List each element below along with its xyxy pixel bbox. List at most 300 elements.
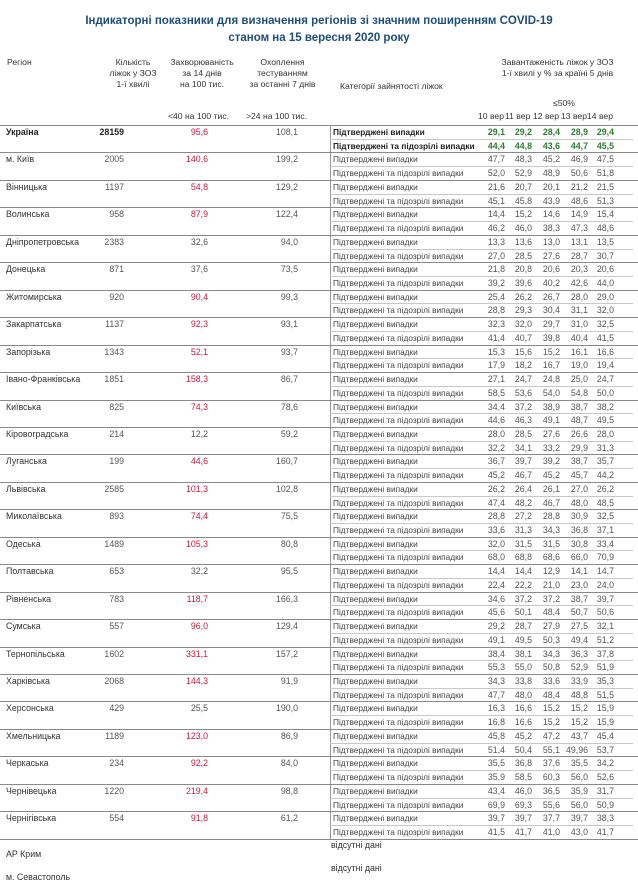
occupancy-confirmed: 28,4: [542, 127, 560, 137]
subrow-separator: [330, 166, 633, 167]
occupancy-confirmed: 37,2: [514, 401, 532, 412]
category-confirmed: Підтверджені випадки: [333, 538, 418, 549]
occupancy-confirmed: 34,4: [487, 401, 505, 412]
date-header: 12 вер: [533, 111, 559, 121]
occupancy-confirmed: 38,1: [514, 648, 532, 659]
subrow-separator: [330, 523, 633, 524]
occupancy-confirmed: 34,6: [487, 593, 505, 604]
subrow-separator: [330, 688, 633, 689]
beds-value: 2585: [104, 483, 124, 494]
occupancy-confirmed: 12,9: [542, 566, 560, 577]
header-category: Категорії зайнятості ліжок: [340, 81, 443, 91]
occupancy-suspected: 46,3: [514, 415, 532, 426]
category-confirmed: Підтверджені випадки: [333, 703, 418, 714]
occupancy-confirmed: 32,1: [596, 621, 614, 632]
occupancy-suspected: 40,2: [542, 277, 560, 288]
occupancy-suspected: 52,6: [596, 772, 614, 783]
occupancy-confirmed: 46,0: [514, 785, 532, 796]
occupancy-confirmed: 29,4: [596, 127, 614, 137]
occupancy-suspected: 68,6: [542, 552, 560, 563]
occupancy-confirmed: 31,0: [570, 319, 588, 330]
occupancy-confirmed: 34,3: [542, 648, 560, 659]
category-confirmed: Підтверджені випадки: [333, 319, 418, 330]
category-suspected: Підтверджені та підозрілі випадки: [333, 689, 464, 700]
occupancy-suspected: 56,0: [570, 772, 588, 783]
category-confirmed: Підтверджені випадки: [333, 346, 418, 357]
occupancy-confirmed: 37,2: [542, 593, 560, 604]
incidence-value: 32,2: [190, 566, 208, 577]
occupancy-suspected: 43,0: [570, 826, 588, 837]
category-confirmed: Підтверджені випадки: [333, 428, 418, 439]
occupancy-confirmed: 15,2: [542, 703, 560, 714]
occupancy-suspected: 22,2: [514, 579, 532, 590]
row-separator: [0, 125, 638, 126]
beds-value: 429: [109, 703, 124, 714]
testing-value: 122,4: [275, 209, 298, 220]
row-separator: [0, 509, 638, 510]
category-suspected: Підтверджені та підозрілі випадки: [333, 360, 464, 371]
occupancy-confirmed: 15,3: [487, 346, 505, 357]
occupancy-confirmed: 47,2: [542, 730, 560, 741]
beds-value: 1602: [104, 648, 124, 659]
occupancy-suspected: 69,9: [487, 799, 505, 810]
occupancy-suspected: 45,2: [487, 470, 505, 481]
region-name: Херсонська: [6, 703, 54, 714]
incidence-value: 74,4: [190, 511, 208, 522]
testing-value: 199,2: [275, 154, 298, 165]
occupancy-suspected: 66,0: [570, 552, 588, 563]
occupancy-confirmed: 38,2: [596, 401, 614, 412]
date-header: 11 вер: [505, 111, 531, 121]
occupancy-confirmed: 21,8: [487, 264, 505, 275]
occupancy-confirmed: 29,2: [514, 127, 532, 137]
beds-value: 1137: [105, 319, 124, 330]
occupancy-confirmed: 21,6: [487, 181, 505, 192]
occupancy-suspected: 52,9: [570, 662, 588, 673]
page-subtitle: станом на 15 вересня 2020 року: [228, 32, 410, 44]
category-suspected: Підтверджені та підозрілі випадки: [333, 662, 464, 673]
row-separator: [0, 400, 638, 401]
occupancy-suspected: 55,3: [487, 662, 505, 673]
beds-value: 2068: [104, 676, 124, 686]
row-separator: [0, 372, 638, 373]
occupancy-confirmed: 24,7: [596, 374, 614, 385]
incidence-value: 87,9: [190, 209, 208, 220]
row-separator: [0, 207, 638, 208]
incidence-value: 219,4: [185, 785, 208, 796]
occupancy-confirmed: 45,4: [596, 730, 614, 741]
occupancy-suspected: 19,0: [570, 360, 588, 371]
region-name: Хмельницька: [6, 730, 61, 741]
region-name: Івано-Франківська: [6, 374, 81, 385]
category-confirmed: Підтверджені випадки: [333, 154, 418, 165]
occupancy-confirmed: 32,0: [514, 319, 532, 330]
category-suspected: Підтверджені та підозрілі випадки: [333, 772, 464, 783]
occupancy-suspected: 53,6: [514, 387, 532, 398]
beds-value: 557: [109, 621, 124, 632]
occupancy-suspected: 33,6: [487, 525, 505, 536]
region-name: Тернопільська: [6, 648, 65, 659]
occupancy-suspected: 55,6: [542, 799, 560, 810]
occupancy-suspected: 17,9: [487, 360, 505, 371]
occupancy-suspected: 54,8: [570, 387, 588, 398]
occupancy-suspected: 45,5: [596, 140, 614, 151]
occupancy-confirmed: 38,3: [596, 813, 614, 824]
occupancy-confirmed: 20,8: [514, 264, 532, 275]
category-confirmed: Підтверджені випадки: [333, 730, 418, 741]
row-separator: [0, 427, 638, 428]
occupancy-suspected: 15,2: [570, 717, 588, 728]
occupancy-suspected: 48,8: [570, 689, 588, 700]
occupancy-suspected: 48,2: [514, 497, 532, 508]
occupancy-confirmed: 13,3: [487, 236, 505, 247]
category-suspected: Підтверджені та підозрілі випадки: [333, 717, 464, 728]
occupancy-confirmed: 21,5: [596, 181, 614, 192]
occupancy-confirmed: 47,7: [487, 154, 505, 165]
beds-value: 1220: [104, 785, 124, 796]
subrow-separator: [330, 496, 633, 497]
category-confirmed: Підтверджені випадки: [333, 209, 418, 220]
occupancy-confirmed: 28,0: [487, 428, 505, 439]
row-separator: [0, 235, 638, 236]
incidence-value: 101,3: [185, 483, 208, 494]
occupancy-suspected: 31,3: [514, 525, 532, 536]
beds-value: 2005: [104, 154, 124, 165]
occupancy-confirmed: 43,7: [570, 730, 588, 741]
occupancy-confirmed: 32,0: [487, 538, 505, 549]
row-separator: [0, 564, 638, 565]
beds-value: 2383: [104, 236, 124, 247]
category-suspected: Підтверджені та підозрілі випадки: [333, 140, 475, 151]
occupancy-suspected: 70,9: [596, 552, 614, 563]
category-confirmed: Підтверджені випадки: [333, 264, 418, 275]
category-confirmed: Підтверджені випадки: [333, 181, 418, 192]
row-separator: [0, 345, 638, 346]
occupancy-confirmed: 27,0: [570, 483, 588, 494]
region-name: м. Севастополь: [6, 872, 71, 882]
testing-value: 59,2: [280, 428, 298, 439]
occupancy-confirmed: 20,6: [596, 264, 614, 275]
testing-value: 78,6: [280, 401, 298, 412]
subrow-separator: [330, 139, 633, 140]
occupancy-confirmed: 37,6: [542, 758, 560, 769]
testing-value: 129,2: [275, 181, 298, 192]
category-suspected: Підтверджені та підозрілі випадки: [333, 607, 464, 618]
occupancy-suspected: 50,4: [514, 744, 532, 755]
testing-value: 190,0: [275, 703, 298, 714]
occupancy-suspected: 68,0: [487, 552, 505, 563]
occupancy-confirmed: 33,9: [570, 676, 588, 686]
incidence-value: 118,7: [186, 593, 208, 604]
occupancy-suspected: 68,8: [514, 552, 532, 563]
category-confirmed: Підтверджені випадки: [333, 648, 418, 659]
occupancy-confirmed: 35,7: [596, 456, 614, 467]
region-name: Закарпатська: [6, 319, 62, 330]
occupancy-confirmed: 16,6: [596, 346, 614, 357]
region-name: Україна: [6, 127, 39, 137]
testing-value: 160,7: [275, 456, 298, 467]
header-testing: Охоплення тестуванням за останні 7 днів: [249, 57, 316, 89]
category-suspected: Підтверджені та підозрілі випадки: [333, 525, 464, 536]
region-name: Львівська: [6, 483, 46, 494]
subrow-separator: [330, 660, 633, 661]
occupancy-suspected: 24,0: [596, 579, 614, 590]
testing-value: 84,0: [280, 758, 298, 769]
occupancy-suspected: 48,0: [514, 689, 532, 700]
occupancy-confirmed: 32,5: [596, 511, 614, 522]
subrow-separator: [330, 605, 633, 606]
testing-value: 93,7: [280, 346, 298, 357]
region-name: Черкаська: [6, 758, 49, 769]
occupancy-confirmed: 38,4: [487, 648, 505, 659]
occupancy-suspected: 48,4: [542, 689, 560, 700]
occupancy-suspected: 45,2: [542, 470, 560, 481]
occupancy-suspected: 53,7: [596, 744, 614, 755]
testing-value: 80,8: [280, 538, 298, 549]
occupancy-confirmed: 13,5: [596, 236, 614, 247]
subrow-separator: [330, 386, 633, 387]
page-title: Індикаторні показники для визначення регіонів зі значним поширенням COVID-19: [85, 15, 553, 27]
row-separator: [0, 482, 638, 483]
occupancy-confirmed: 35,5: [570, 758, 588, 769]
occupancy-confirmed: 32,3: [487, 319, 505, 330]
occupancy-suspected: 46,7: [542, 497, 560, 508]
occupancy-suspected: 27,0: [487, 250, 505, 261]
occupancy-confirmed: 14,7: [596, 566, 614, 577]
category-suspected: Підтверджені та підозрілі випадки: [333, 470, 464, 481]
testing-value: 166,3: [275, 593, 298, 604]
occupancy-suspected: 52,0: [487, 168, 505, 179]
occupancy-suspected: 55,0: [514, 662, 532, 673]
occupancy-confirmed: 26,6: [570, 428, 588, 439]
occupancy-confirmed: 39,7: [487, 813, 505, 824]
incidence-value: 54,8: [190, 181, 208, 192]
occupancy-confirmed: 26,2: [487, 483, 505, 494]
category-confirmed: Підтверджені випадки: [333, 374, 418, 385]
occupancy-confirmed: 28,8: [542, 511, 560, 522]
occupancy-confirmed: 30,8: [570, 538, 588, 549]
occupancy-suspected: 40,7: [514, 332, 532, 343]
occupancy-confirmed: 36,5: [542, 785, 560, 796]
occupancy-confirmed: 31,5: [514, 538, 532, 549]
occupancy-confirmed: 14,1: [570, 566, 588, 577]
occupancy-confirmed: 34,3: [487, 676, 505, 686]
category-suspected: Підтверджені та підозрілі випадки: [333, 305, 464, 316]
region-name: Кіровоградська: [6, 428, 69, 439]
occupancy-suspected: 47,7: [487, 689, 505, 700]
occupancy-suspected: 28,7: [570, 250, 588, 261]
occupancy-suspected: 32,2: [487, 442, 505, 453]
occupancy-confirmed: 38,7: [570, 456, 588, 467]
category-confirmed: Підтверджені випадки: [333, 401, 418, 412]
occupancy-suspected: 29,9: [570, 442, 588, 453]
occupancy-confirmed: 16,3: [487, 703, 505, 714]
occupancy-suspected: 51,2: [596, 634, 614, 645]
region-name: АР Крим: [6, 849, 42, 859]
region-name: Рівненська: [6, 593, 52, 604]
occupancy-confirmed: 21,2: [570, 181, 588, 192]
occupancy-confirmed: 36,7: [487, 456, 505, 467]
testing-value: 108,1: [275, 127, 298, 137]
region-name: Чернігівська: [6, 813, 57, 824]
category-confirmed: Підтверджені випадки: [333, 127, 425, 137]
occupancy-suspected: 16,8: [487, 717, 505, 728]
occupancy-confirmed: 43,4: [487, 785, 505, 796]
occupancy-suspected: 34,1: [514, 442, 532, 453]
beds-value: 199: [109, 456, 124, 467]
occupancy-suspected: 45,7: [570, 470, 588, 481]
testing-value: 99,3: [280, 291, 298, 302]
region-name: Чернівецька: [6, 785, 57, 796]
occupancy-confirmed: 16,1: [570, 346, 588, 357]
occupancy-confirmed: 46,9: [570, 154, 588, 165]
occupancy-suspected: 47,4: [487, 497, 505, 508]
occupancy-confirmed: 34,2: [596, 758, 614, 769]
occupancy-confirmed: 35,5: [487, 758, 505, 769]
row-separator: [0, 619, 638, 620]
incidence-value: 12,2: [190, 428, 208, 439]
occupancy-confirmed: 31,7: [596, 785, 614, 796]
occupancy-suspected: 21,0: [542, 579, 560, 590]
subrow-separator: [330, 331, 633, 332]
occupancy-confirmed: 26,2: [514, 291, 532, 302]
testing-value: 95,5: [280, 566, 298, 577]
occupancy-confirmed: 14,6: [542, 209, 560, 220]
subrow-separator: [330, 770, 633, 771]
incidence-value: 25,5: [190, 703, 208, 714]
row-separator: [0, 317, 638, 318]
occupancy-suspected: 51,8: [596, 168, 614, 179]
subrow-separator: [330, 468, 633, 469]
occupancy-suspected: 49,1: [542, 415, 560, 426]
occupancy-suspected: 51,4: [487, 744, 505, 755]
beds-value: 1197: [105, 181, 124, 192]
region-name: Донецька: [6, 264, 46, 275]
region-name: Запорізька: [6, 346, 51, 357]
beds-value: 1489: [104, 538, 124, 549]
occupancy-confirmed: 38,7: [570, 401, 588, 412]
row-separator: [0, 454, 638, 455]
date-header: 14 вер: [587, 111, 613, 121]
occupancy-suspected: 29,3: [514, 305, 532, 316]
category-suspected: Підтверджені та підозрілі випадки: [333, 415, 464, 426]
category-suspected: Підтверджені та підозрілі випадки: [333, 332, 464, 343]
beds-value: 1851: [104, 374, 124, 385]
occupancy-confirmed: 26,7: [542, 291, 560, 302]
category-suspected: Підтверджені та підозрілі випадки: [333, 442, 464, 453]
category-confirmed: Підтверджені випадки: [333, 813, 418, 824]
region-name: Волинська: [6, 209, 50, 220]
testing-value: 129,4: [275, 621, 298, 632]
incidence-value: 95,6: [190, 127, 208, 137]
occupancy-confirmed: 27,9: [542, 621, 560, 632]
incidence-value: 96,0: [190, 621, 208, 632]
category-confirmed: Підтверджені випадки: [333, 758, 418, 769]
occupancy-suspected: 16,7: [542, 360, 560, 371]
occupancy-suspected: 48,6: [596, 223, 614, 234]
category-suspected: Підтверджені та підозрілі випадки: [333, 826, 464, 837]
occupancy-suspected: 44,0: [596, 277, 614, 288]
beds-value: 783: [109, 593, 124, 604]
row-separator: [0, 784, 638, 785]
occupancy-suspected: 49,1: [487, 634, 505, 645]
occupancy-suspected: 51,9: [596, 662, 614, 673]
occupancy-confirmed: 38,9: [542, 401, 560, 412]
testing-value: 75,5: [280, 511, 298, 522]
occupancy-suspected: 47,3: [570, 223, 588, 234]
beds-value: 1343: [104, 346, 124, 357]
incidence-value: 92,2: [190, 758, 208, 769]
occupancy-suspected: 58,5: [514, 772, 532, 783]
occupancy-suspected: 50,8: [542, 662, 560, 673]
occupancy-suspected: 58,5: [487, 387, 505, 398]
incidence-value: 91,8: [190, 813, 208, 824]
subrow-separator: [330, 194, 633, 195]
occupancy-suspected: 43,9: [542, 195, 560, 206]
occupancy-suspected: 28,5: [514, 250, 532, 261]
category-suspected: Підтверджені та підозрілі випадки: [333, 497, 464, 508]
subrow-separator: [330, 276, 633, 277]
occupancy-confirmed: 28,5: [514, 428, 532, 439]
row-separator: [0, 647, 638, 648]
region-name: м. Київ: [6, 154, 35, 165]
header-beds: Кількість ліжок у ЗОЗ 1-ї хвилі: [109, 57, 157, 89]
subrow-separator: [330, 825, 633, 826]
subrow-separator: [330, 550, 633, 551]
incidence-value: 144,3: [185, 676, 208, 686]
occupancy-suspected: 46,2: [487, 223, 505, 234]
beds-value: 871: [109, 264, 124, 275]
occupancy-suspected: 15,9: [596, 717, 614, 728]
occupancy-confirmed: 45,2: [514, 730, 532, 741]
occupancy-confirmed: 14,4: [514, 566, 532, 577]
region-name: Луганська: [6, 456, 47, 467]
occupancy-confirmed: 31,5: [542, 538, 560, 549]
subrow-separator: [330, 578, 633, 579]
beds-value: 653: [109, 566, 124, 577]
occupancy-confirmed: 33,8: [514, 676, 532, 686]
testing-value: 98,8: [280, 785, 298, 796]
row-separator: [0, 674, 638, 675]
occupancy-suspected: 31,1: [570, 305, 588, 316]
incidence-value: 158,3: [185, 374, 208, 385]
occupancy-suspected: 50,7: [570, 607, 588, 618]
occupancy-suspected: 56,0: [570, 799, 588, 810]
subrow-separator: [330, 441, 633, 442]
occupancy-confirmed: 29,2: [487, 621, 505, 632]
category-suspected: Підтверджені та підозрілі випадки: [333, 387, 464, 398]
category-confirmed: Підтверджені випадки: [333, 291, 418, 302]
beds-value: 825: [109, 401, 124, 412]
region-name: Харківська: [6, 676, 50, 686]
testing-value: 93,1: [280, 319, 298, 330]
occupancy-suspected: 42,6: [570, 277, 588, 288]
occupancy-confirmed: 27,1: [487, 374, 505, 385]
occupancy-suspected: 32,0: [596, 305, 614, 316]
occupancy-confirmed: 39,7: [596, 593, 614, 604]
occupancy-suspected: 39,8: [542, 332, 560, 343]
row-separator: [0, 290, 638, 291]
occupancy-confirmed: 25,4: [487, 291, 505, 302]
beds-value: 920: [109, 291, 124, 302]
occupancy-suspected: 45,8: [514, 195, 532, 206]
occupancy-suspected: 51,5: [596, 689, 614, 700]
occupancy-confirmed: 14,9: [570, 209, 588, 220]
occupancy-confirmed: 28,0: [570, 291, 588, 302]
incidence-value: 74,3: [190, 401, 208, 412]
subrow-separator: [330, 413, 633, 414]
occupancy-suspected: 48,7: [570, 415, 588, 426]
